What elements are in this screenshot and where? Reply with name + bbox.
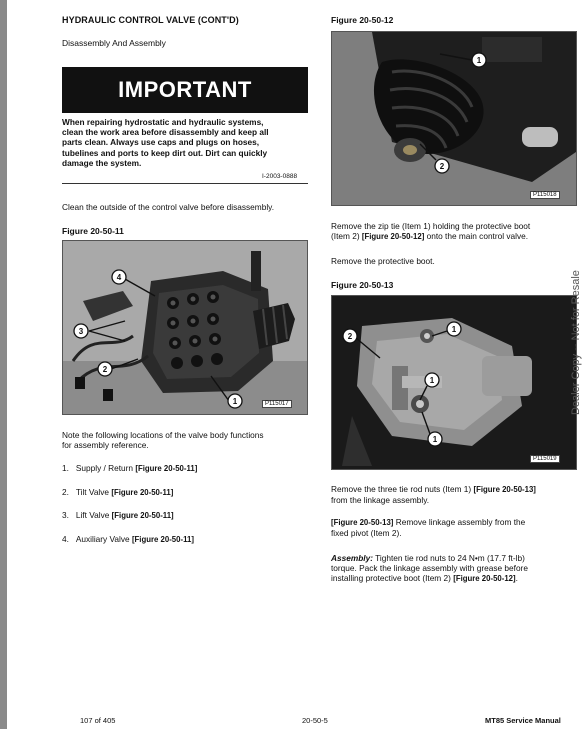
- section-title: HYDRAULIC CONTROL VALVE (CONT'D): [62, 15, 239, 25]
- important-line: parts clean. Always use caps and plugs on hoses,: [62, 137, 260, 148]
- text-span: Tighten tie rod nuts to 24 N•m (17.7 ft-lb): [372, 553, 525, 563]
- valve-functions-note: [62, 430, 312, 450]
- callout-1: 1: [232, 397, 238, 406]
- list-number: 4.: [62, 534, 69, 544]
- important-code: I-2003-0888: [262, 173, 298, 180]
- text-line: Remove the zip tie (Item 1) holding the protective boot: [331, 221, 531, 231]
- figure-reference: [Figure 20-50-12]: [361, 232, 425, 242]
- callout-2: 2: [347, 332, 353, 341]
- list-number: 2.: [62, 487, 69, 497]
- text-span: onto the main control valve.: [424, 231, 529, 242]
- assembly-instruction: [331, 553, 579, 585]
- figure-code: P115019: [530, 455, 560, 463]
- figure-20-50-11-photo: [62, 240, 308, 415]
- figure-reference: [Figure 20-50-11]: [131, 535, 194, 544]
- callout-1: 1: [429, 376, 435, 385]
- tie-rod-instruction: [331, 484, 579, 505]
- text-span: (Item 2): [331, 231, 362, 242]
- callout-1: 1: [432, 435, 438, 444]
- list-item: [62, 510, 174, 521]
- clean-instruction: Clean the outside of the control valve before disassembly.: [62, 202, 274, 212]
- figure-20-50-12-label: Figure 20-50-12: [331, 15, 394, 25]
- text-line: fixed pivot (Item 2).: [331, 528, 402, 539]
- list-item: [62, 463, 197, 474]
- callout-4: 4: [116, 273, 122, 282]
- text-line: [331, 573, 579, 584]
- section-subtitle: Disassembly And Assembly: [62, 38, 166, 48]
- figure-reference: [Figure 20-50-11]: [135, 464, 198, 473]
- page-edge-strip: [0, 0, 7, 729]
- figure-20-50-13-photo: [331, 295, 577, 470]
- zip-tie-instruction: [331, 221, 579, 242]
- callout-2: 2: [439, 162, 445, 171]
- figure-reference: [Figure 20-50-12]: [453, 574, 516, 584]
- important-text: [62, 117, 312, 168]
- important-line: damage the system.: [62, 157, 142, 168]
- list-text: Lift Valve: [75, 510, 112, 520]
- text-span: Remove linkage assembly from the: [393, 517, 526, 527]
- figure-reference: [Figure 20-50-13]: [331, 518, 394, 527]
- callout-1: 1: [476, 56, 482, 65]
- figure-20-50-11-label: Figure 20-50-11: [62, 226, 124, 236]
- figure-reference: [Figure 20-50-11]: [111, 488, 174, 497]
- important-heading: IMPORTANT: [62, 67, 308, 113]
- text-span: .: [515, 573, 518, 584]
- text-line: torque. Pack the linkage assembly with grease before: [331, 563, 528, 574]
- text-line: [331, 517, 579, 528]
- callout-2: 2: [102, 365, 108, 374]
- text-span: installing protective boot (Item 2): [331, 573, 454, 584]
- figure-20-50-12-photo: [331, 31, 577, 206]
- important-line: When repairing hydrostatic and hydraulic systems,: [62, 117, 264, 127]
- list-text: Supply / Return: [75, 463, 136, 473]
- linkage-instruction: [331, 517, 579, 538]
- dealer-copy-watermark: Dealer Copy -- Not for Resale: [570, 270, 582, 415]
- list-text: Auxiliary Valve: [75, 534, 132, 544]
- figure-reference: [Figure 20-50-11]: [111, 511, 174, 520]
- note-line: Note the following locations of the valve body functions: [62, 430, 264, 440]
- callout-3: 3: [78, 327, 84, 336]
- callout-1: 1: [451, 325, 457, 334]
- important-rule: [62, 183, 308, 184]
- note-line: for assembly reference.: [62, 440, 149, 451]
- figure-code: P115017: [262, 400, 292, 408]
- list-number: 1.: [62, 463, 69, 473]
- figure-20-50-13-label: Figure 20-50-13: [331, 280, 394, 290]
- list-text: Tilt Valve: [75, 487, 112, 497]
- figure-reference: [Figure 20-50-13]: [473, 485, 536, 494]
- text-line: [331, 484, 579, 495]
- remove-boot-instruction: Remove the protective boot.: [331, 256, 435, 266]
- important-line: clean the work area before disassembly and keep all: [62, 127, 269, 138]
- figure-code: P115018: [530, 191, 560, 199]
- manual-title: MT85 Service Manual: [485, 716, 561, 725]
- text-span: Remove the three tie rod nuts (Item 1): [331, 484, 474, 494]
- text-line: [331, 231, 579, 242]
- text-line: from the linkage assembly.: [331, 495, 430, 506]
- page-number: 20-50-5: [302, 716, 328, 725]
- text-line: [331, 553, 579, 563]
- list-number: 3.: [62, 510, 69, 520]
- important-line: tubelines and ports to keep dirt out. Dirt can quickly: [62, 147, 268, 158]
- page-of-count: 107 of 405: [80, 716, 116, 725]
- list-item: [62, 487, 173, 498]
- assembly-label: Assembly:: [331, 553, 373, 563]
- list-item: [62, 534, 194, 545]
